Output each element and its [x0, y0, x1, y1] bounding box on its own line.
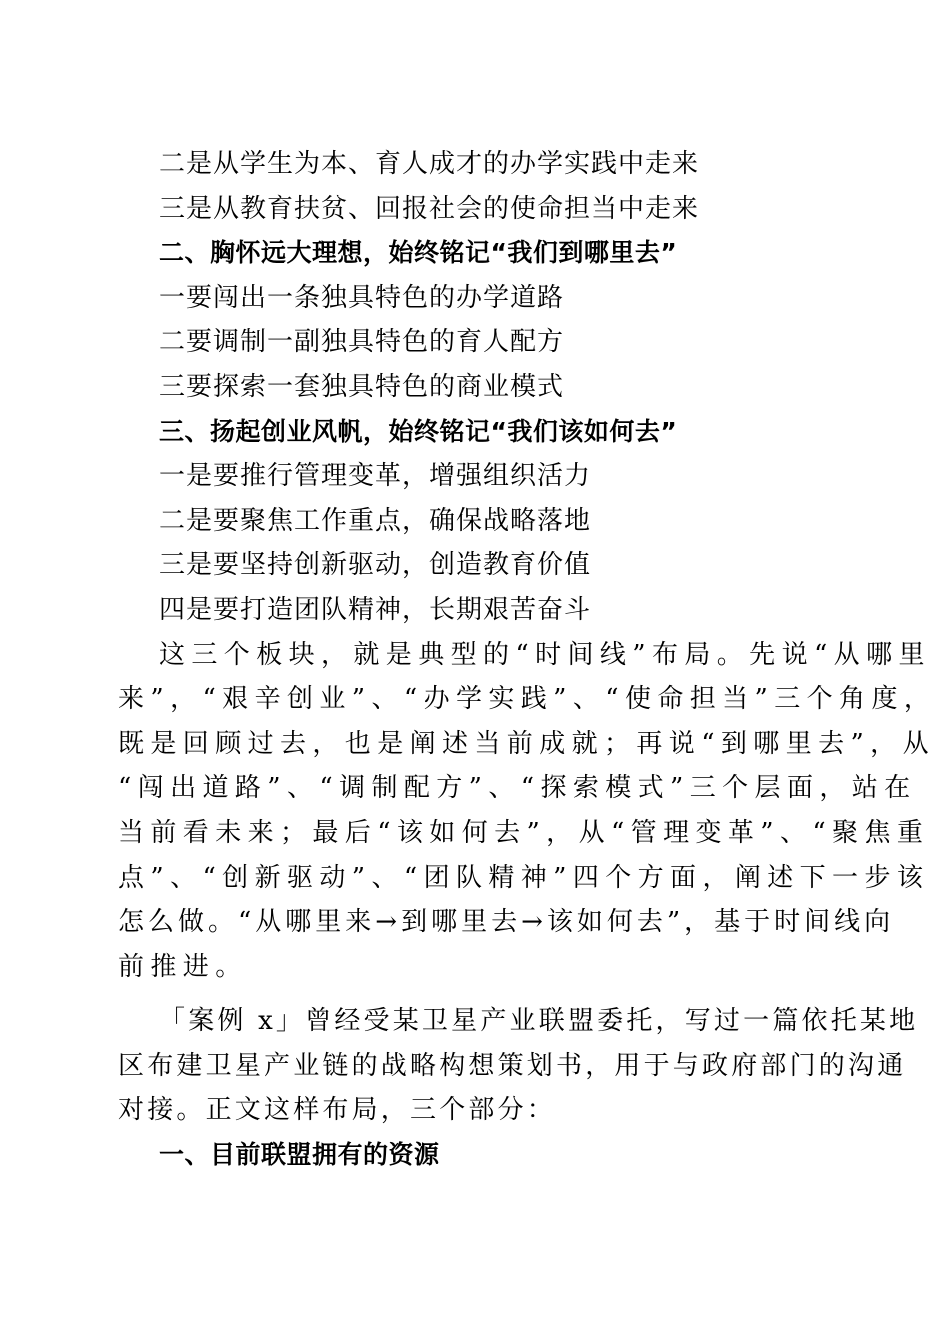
paragraph-line: 怎么做。“从哪里来→到哪里去→该如何去”，基于时间线向	[118, 907, 895, 938]
document-body	[118, 142, 937, 1178]
list-item: 三是从教育扶贫、回报社会的使命担当中走来	[159, 193, 700, 224]
paragraph-line: 「案例 x」曾经受某卫星产业联盟委托，写过一篇依托某地	[159, 1006, 919, 1037]
list-item: 二要调制一副独具特色的育人配方	[159, 327, 565, 358]
paragraph-line: 区布建卫星产业链的战略构想策划书，用于与政府部门的沟通	[118, 1050, 907, 1081]
list-item: 二是要聚焦工作重点，确保战略落地	[159, 505, 592, 536]
section-heading: 三、扬起创业风帆，始终铭记“我们该如何去”	[159, 416, 678, 446]
paragraph-line: “闯出道路”、“调制配方”、“探索模式”三个层面，站在	[118, 773, 917, 804]
paragraph-line: 既是回顾过去，也是阐述当前成就；再说“到哪里去”，从	[118, 728, 935, 759]
list-item: 二是从学生为本、育人成才的办学实践中走来	[159, 149, 700, 179]
section-heading: 一、目前联盟拥有的资源	[159, 1140, 440, 1170]
paragraph-line: 对接。正文这样布局，三个部分：	[118, 1095, 557, 1126]
paragraph-line: 这三个板块，就是典型的“时间线”布局。先说“从哪里	[159, 639, 931, 670]
list-item: 一是要推行管理变革，增强组织活力	[159, 461, 592, 492]
paragraph-line: 点”、“创新驱动”、“团队精神”四个方面，阐述下一步该	[118, 862, 930, 893]
list-item: 三是要坚持创新驱动，创造教育价值	[159, 550, 592, 581]
list-item: 三要探索一套独具特色的商业模式	[159, 371, 565, 402]
section-heading: 二、胸怀远大理想，始终铭记“我们到哪里去”	[159, 238, 678, 268]
paragraph-spacer	[118, 989, 830, 999]
paragraph-case	[118, 999, 919, 1133]
paragraph-line: 前推进。	[118, 951, 248, 982]
paragraph-line: 来”，“艰辛创业”、“办学实践”、“使命担当”三个角度，	[118, 684, 937, 715]
list-item: 一要闯出一条独具特色的办学道路	[159, 282, 565, 313]
paragraph-line: 当前看未来；最后“该如何去”，从“管理变革”、“聚焦重	[118, 817, 930, 848]
list-item: 四是要打造团队精神，长期艰苦奋斗	[159, 594, 592, 625]
paragraph-timeline	[118, 633, 937, 990]
